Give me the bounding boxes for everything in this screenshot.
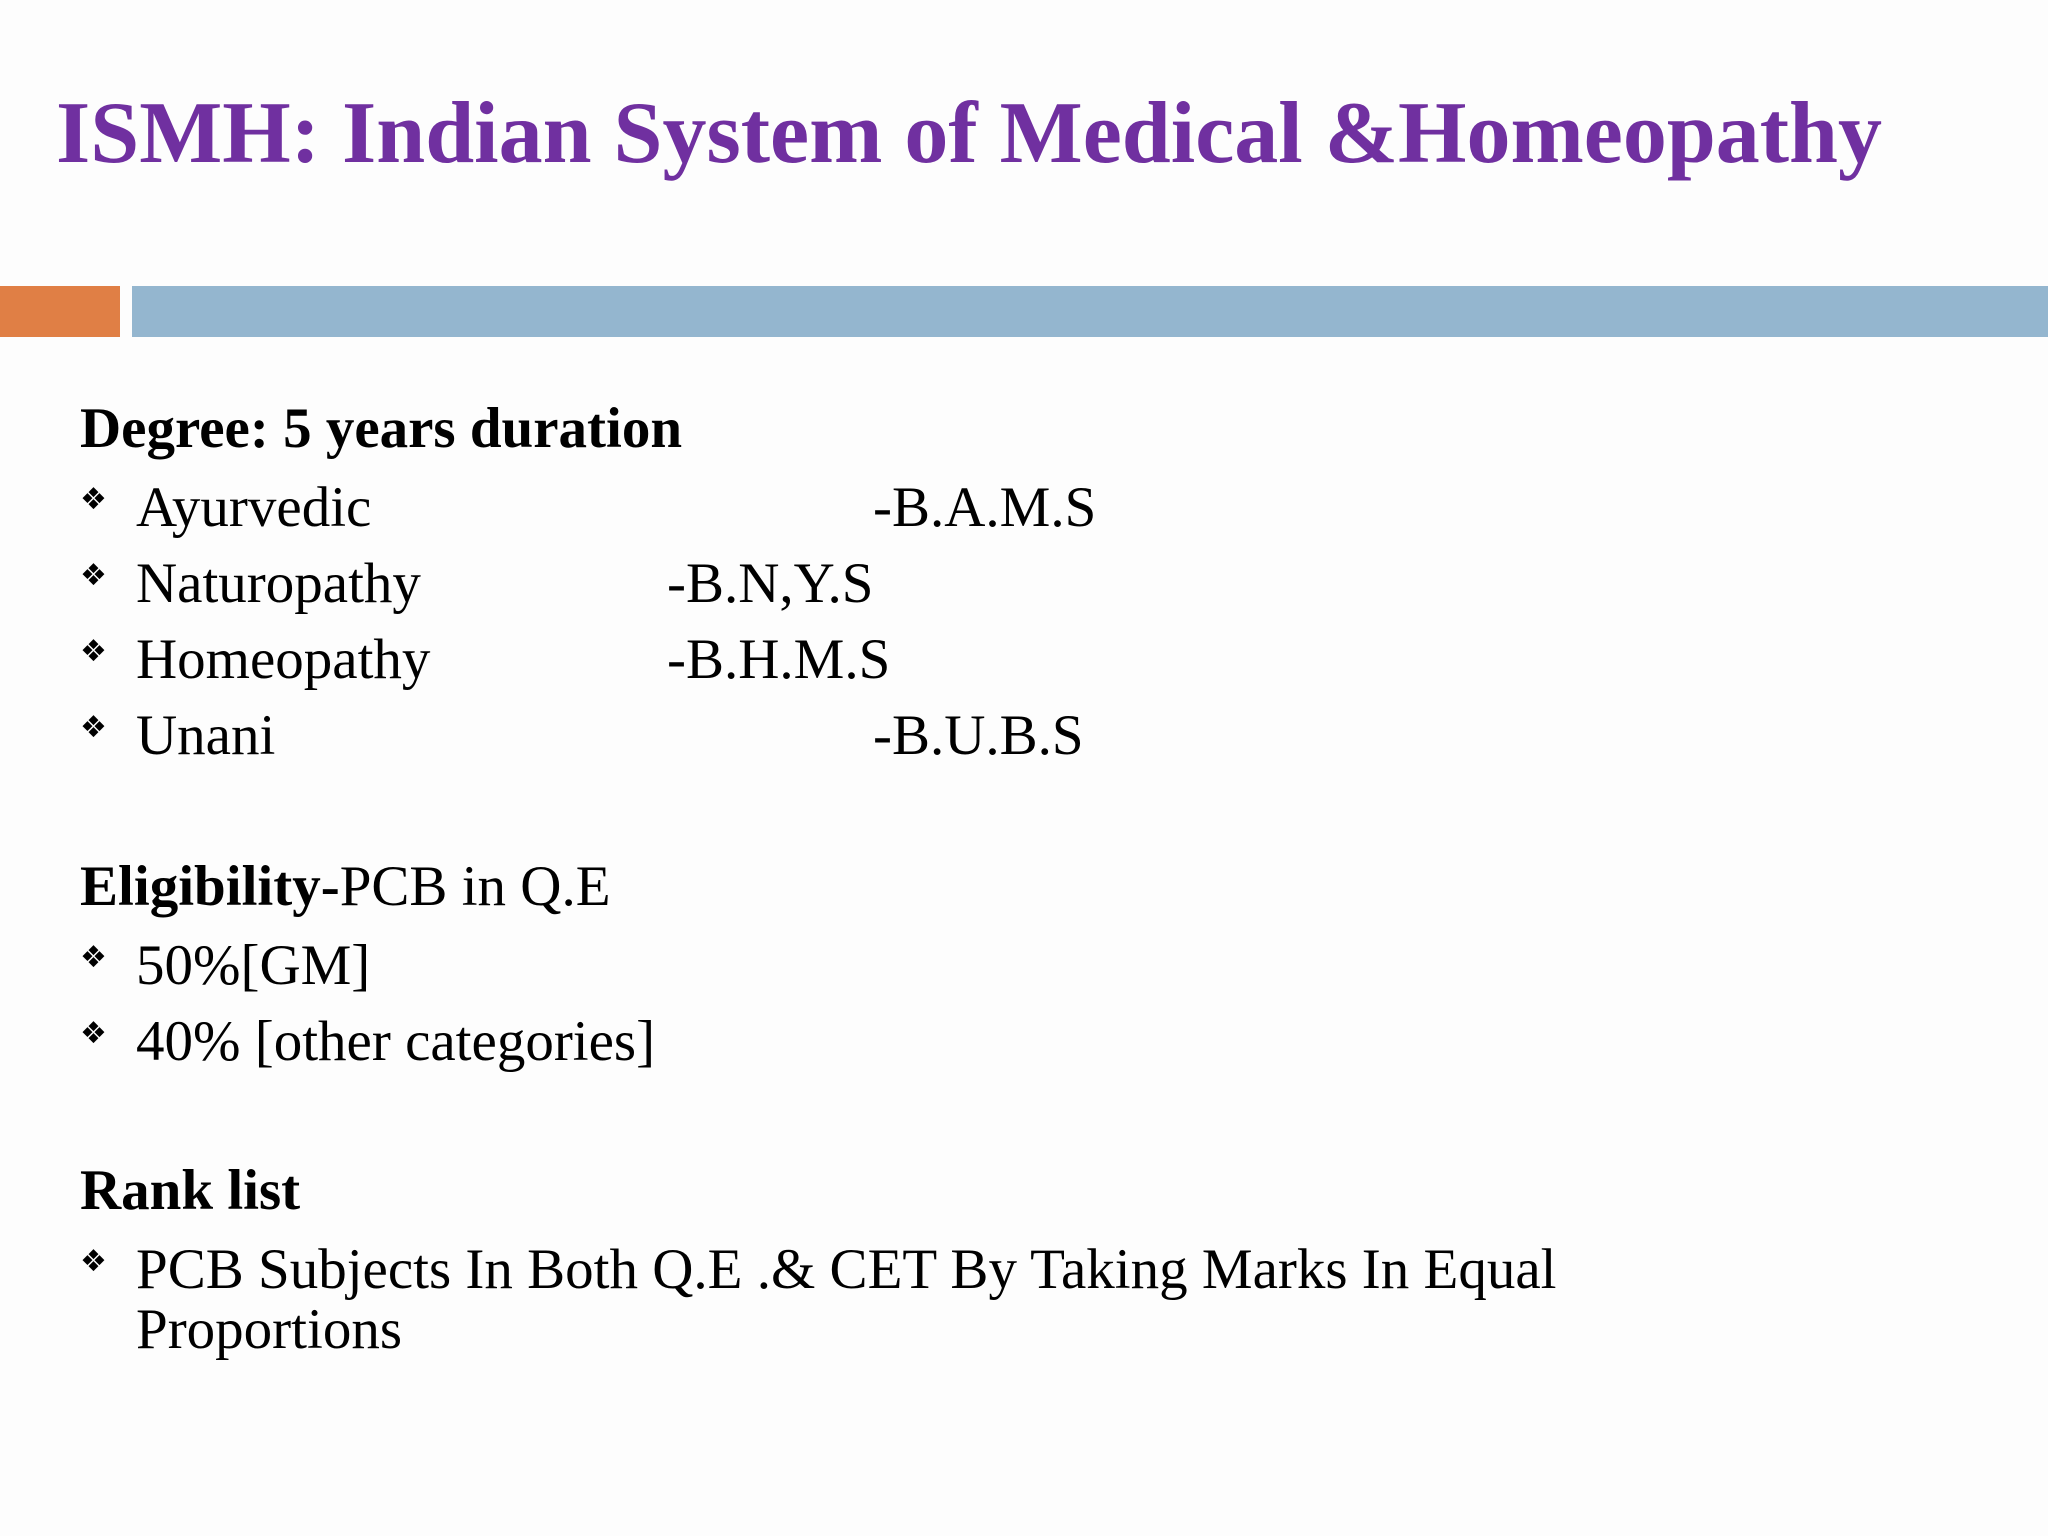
title-accent-bar [0,286,120,337]
degree-heading [80,394,682,464]
degree-item-code: -B.U.B.S [873,704,1084,767]
eligibility-item [80,928,1980,1004]
diamond-bullet-icon: ❖ [80,1016,107,1051]
eligibility-heading-rest: PCB in Q.E [339,855,611,918]
rank-list-heading-text: Rank list [80,1159,301,1222]
rank-list-item-text: PCB Subjects In Both Q.E .& CET By Taking Marks In Equal Proportions [136,1238,1557,1361]
eligibility-item-text: 50%[GM] [136,934,371,997]
degree-item-label: Ayurvedic [136,476,372,539]
slide-title: ISMH: Indian System of Medical &Homeopathy [56,85,1882,182]
degree-item-code: -B.A.M.S [873,476,1097,539]
degree-item-label: Naturopathy [136,552,421,615]
degree-item-code: -B.N,Y.S [667,552,874,615]
diamond-bullet-icon: ❖ [80,940,107,975]
eligibility-item [80,1004,1980,1080]
degree-item-label: Unani [136,704,276,767]
degree-heading-text: Degree: 5 years duration [80,397,683,460]
degree-item-naturopathy [80,546,1980,622]
diamond-bullet-icon: ❖ [80,482,107,517]
degree-item-homeopathy [80,622,1980,698]
degree-item-unani [80,698,1980,774]
diamond-bullet-icon: ❖ [80,558,107,593]
degree-item-ayurvedic [80,470,1980,546]
rank-list-heading [80,1156,300,1226]
eligibility-item-text: 40% [other categories] [136,1010,656,1073]
diamond-bullet-icon: ❖ [80,1244,107,1279]
diamond-bullet-icon: ❖ [80,634,107,669]
title-divider-bar [132,286,2048,337]
diamond-bullet-icon: ❖ [80,710,107,745]
eligibility-heading-bold: Eligibility- [80,855,340,918]
degree-item-code: -B.H.M.S [667,628,891,691]
eligibility-heading [80,852,611,922]
degree-item-label: Homeopathy [136,628,431,691]
